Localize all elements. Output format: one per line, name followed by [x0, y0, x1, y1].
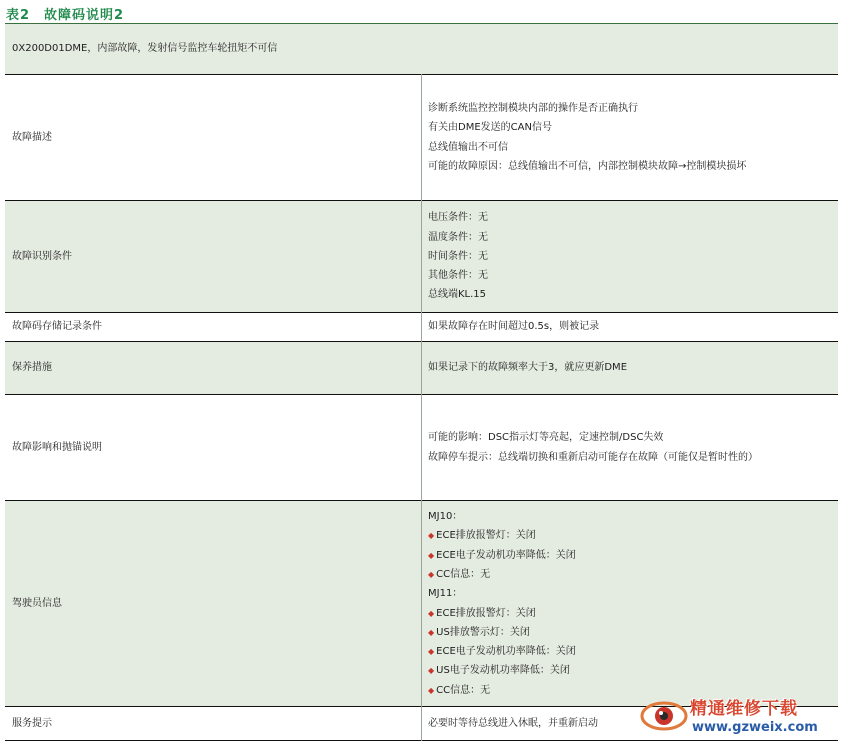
bullet-diamond-icon: ◆: [428, 550, 435, 560]
bullet-diamond-icon: ◆: [428, 685, 435, 695]
table-row: [5, 313, 838, 342]
table-row: [5, 75, 838, 201]
row-line: 总线端KL.15: [428, 289, 487, 301]
bullet-diamond-icon: ◆: [428, 531, 435, 541]
bullet-diamond-icon: ◆: [428, 569, 435, 579]
row-label: 故障码存储记录条件: [5, 313, 422, 342]
row-line: 可能的影响：DSC指示灯等亮起，定速控制/DSC失效: [428, 432, 664, 444]
row-line: 总线值输出不可信: [428, 141, 508, 153]
row-label: 故障描述: [5, 75, 422, 201]
watermark: [640, 690, 840, 742]
row-label: 驾驶员信息: [5, 501, 422, 707]
row-value: [422, 501, 839, 707]
row-value: [422, 342, 839, 395]
row-value: [422, 313, 839, 342]
bullet-diamond-icon: ◆: [428, 647, 435, 657]
table-header-row: [5, 24, 838, 75]
bullet-line: ◆ US排放警示灯：关闭: [428, 626, 530, 638]
row-line: 如果故障存在时间超过0.5s，则被记录: [428, 321, 600, 333]
row-line: 有关由DME发送的CAN信号: [428, 122, 552, 134]
watermark-text: 精通维修下载: [690, 699, 798, 719]
table-row: [5, 342, 838, 395]
row-label: 故障识别条件: [5, 201, 422, 313]
row-line: 其他条件：无: [428, 270, 488, 282]
row-line: 可能的故障原因：总线值输出不可信，内部控制模块故障→控制模块损坏: [428, 160, 747, 172]
bullet-line: ◆ ECE电子发动机功率降低：关闭: [428, 549, 576, 561]
table-row: [5, 501, 838, 707]
row-value: [422, 395, 839, 501]
row-line: 温度条件：无: [428, 231, 488, 243]
row-line: 故障停车提示：总线端切换和重新启动可能存在故障（可能仅是暂时性的）: [428, 451, 758, 463]
row-line: 诊断系统监控控制模块内部的操作是否正确执行: [428, 102, 638, 114]
table-title: 故障码说明2: [44, 8, 125, 23]
row-label: 保养措施: [5, 342, 422, 395]
fault-code-table: [5, 23, 838, 741]
bullet-line: ◆ ECE排放报警灯：关闭: [428, 530, 536, 542]
bullet-line: ◆ US电子发动机功率降低：关闭: [428, 665, 570, 677]
row-line: 必要时等待总线进入休眠，并重新启动: [428, 717, 598, 729]
row-line: MJ11：: [428, 588, 463, 600]
row-value: [422, 75, 839, 201]
table-row: [5, 395, 838, 501]
row-line: 如果记录下的故障频率大于3，就应更新DME: [428, 362, 628, 374]
watermark-eye-icon: [640, 692, 688, 740]
row-line: 时间条件：无: [428, 250, 488, 262]
table-row: [5, 201, 838, 313]
bullet-diamond-icon: ◆: [428, 627, 435, 637]
fault-code-heading: 0X200D01DME，内部故障，发射信号监控车轮扭矩不可信: [5, 24, 838, 75]
watermark-url: www.gzweix.com: [692, 720, 818, 735]
row-line: 电压条件：无: [428, 212, 488, 224]
row-label: 故障影响和抛锚说明: [5, 395, 422, 501]
row-value: [422, 201, 839, 313]
row-label: 服务提示: [5, 707, 422, 741]
table-caption: [6, 4, 124, 23]
bullet-diamond-icon: ◆: [428, 666, 435, 676]
row-line: MJ10：: [428, 511, 463, 523]
bullet-line: ◆ ECE排放报警灯：关闭: [428, 607, 536, 619]
table-number: 表2: [6, 8, 31, 23]
bullet-line: ◆ CC信息：无: [428, 684, 491, 696]
bullet-line: ◆ CC信息：无: [428, 568, 491, 580]
bullet-line: ◆ ECE电子发动机功率降低：关闭: [428, 646, 576, 658]
bullet-diamond-icon: ◆: [428, 608, 435, 618]
